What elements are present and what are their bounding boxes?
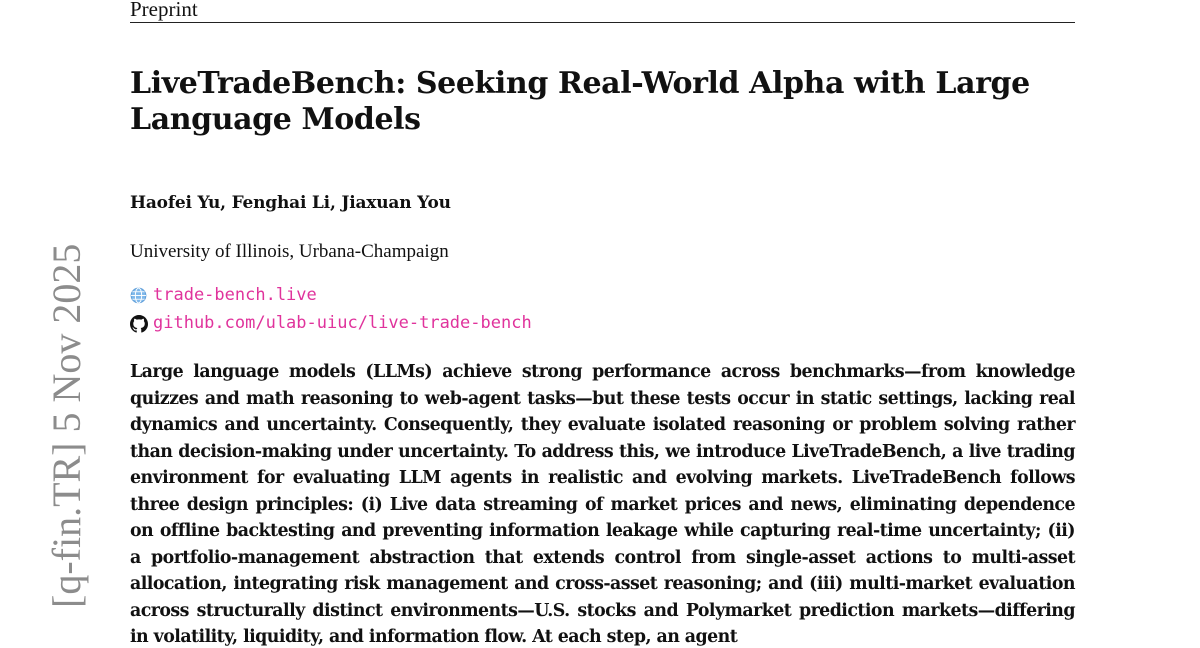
github-link[interactable]: github.com/ulab-uiuc/live-trade-bench: [153, 313, 532, 333]
github-link-row[interactable]: [130, 312, 532, 334]
github-icon: [130, 315, 147, 332]
paper-affiliation: University of Illinois, Urbana-Champaign: [130, 241, 449, 262]
header-label: Preprint: [130, 0, 198, 21]
website-link[interactable]: trade-bench.live: [153, 285, 317, 305]
website-link-row[interactable]: [130, 284, 317, 306]
header-rule: [130, 22, 1075, 23]
globe-icon: [130, 287, 147, 304]
paper-authors: Haofei Yu, Fenghai Li, Jiaxuan You: [130, 193, 451, 213]
paper-title: LiveTradeBench: Seeking Real-World Alpha with Large Language Models: [130, 66, 1030, 137]
abstract-text: Large language models (LLMs) achieve strong performance across benchmarks—from knowledge quizzes and math reasoning to web-agent tasks—but these tests occur in static settings, lacking real dynamics and uncertainty. Consequently, they evaluate isolated reasoning or problem solving rather than decision-making under uncertainty. To address this, we introduce LiveTradeBench, a live trading environment for evaluating LLM agents in realistic and evolving markets. LiveTradeBench follows three design principles: (i) Live data streaming of market prices and news, eliminating dependence on offline backtesting and preventing information leakage while capturing real-time uncertainty; (ii) a portfolio-management abstraction that extends control from single-asset actions to multi-asset allocation, integrating risk management and cross-asset reasoning; and (iii) multi-market evaluation across structurally distinct environments—U.S. stocks and Polymarket prediction markets—differing in volatility, liquidity, and information flow. At each step, an agent: [130, 362, 1075, 647]
arxiv-sidebar-stamp: [q-fin.TR] 5 Nov 2025: [44, 243, 89, 608]
